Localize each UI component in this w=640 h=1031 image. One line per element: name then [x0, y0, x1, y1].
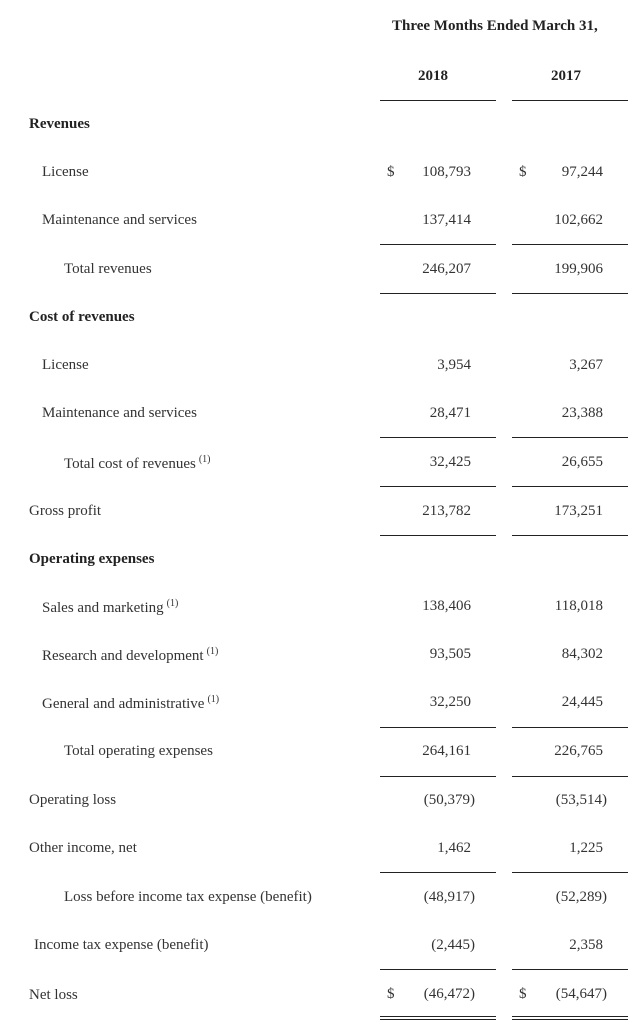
row-revenue-license: License: [42, 164, 89, 180]
value-2017: 97,244: [561, 164, 603, 180]
column-header-2017: 2017: [551, 68, 581, 84]
value-2017: 23,388: [561, 405, 603, 421]
footnote-marker: (1): [198, 454, 211, 465]
row-loss-before-tax: Loss before income tax expense (benefit): [64, 889, 312, 905]
value-2018: 93,505: [429, 646, 471, 662]
row-research-development: [42, 646, 218, 665]
value-2018: 264,161: [422, 743, 471, 759]
value-2018: 137,414: [422, 212, 471, 228]
row-label-text: Research and development: [42, 648, 204, 664]
value-2017: (53,514): [555, 792, 607, 808]
currency-symbol: $: [519, 986, 527, 1002]
currency-symbol: $: [387, 164, 395, 180]
value-2018: (2,445): [431, 937, 475, 953]
section-operating-expenses: Operating expenses: [29, 551, 155, 567]
value-2018: 213,782: [422, 503, 471, 519]
row-income-tax: Income tax expense (benefit): [34, 937, 209, 953]
value-2017: 118,018: [554, 598, 603, 614]
value-2018: 138,406: [422, 598, 471, 614]
value-2018: (50,379): [423, 792, 475, 808]
period-header: Three Months Ended March 31,: [392, 18, 598, 34]
row-total-operating-expenses: Total operating expenses: [64, 743, 213, 759]
row-cost-license: License: [42, 357, 89, 373]
value-2017: 26,655: [561, 454, 603, 470]
row-general-administrative: [42, 694, 219, 713]
value-2017: 2,358: [569, 937, 603, 953]
column-rule-2017: [512, 100, 628, 101]
value-2018: 3,954: [437, 357, 471, 373]
section-cost-of-revenues: Cost of revenues: [29, 309, 135, 325]
footnote-marker: (1): [206, 646, 219, 657]
value-2017: 3,267: [569, 357, 603, 373]
value-2017: (54,647): [555, 986, 607, 1002]
value-2017: 24,445: [561, 694, 603, 710]
row-net-loss: Net loss: [29, 987, 78, 1003]
row-other-income: Other income, net: [29, 840, 137, 856]
row-gross-profit: Gross profit: [29, 503, 102, 519]
row-label-text: Total cost of revenues: [64, 456, 196, 472]
value-2017: 1,225: [569, 840, 603, 856]
row-sales-marketing: [42, 598, 178, 617]
double-rule: [512, 1016, 628, 1020]
value-2018: (48,917): [423, 889, 475, 905]
row-total-cost-of-revenues: [64, 454, 211, 473]
footnote-marker: (1): [207, 694, 220, 705]
value-2018: 1,462: [437, 840, 471, 856]
value-2017: 173,251: [554, 503, 603, 519]
value-2018: 246,207: [422, 261, 471, 277]
column-rule-2018: [380, 100, 496, 101]
currency-symbol: $: [387, 986, 395, 1002]
value-2017: (52,289): [555, 889, 607, 905]
value-2017: 226,765: [554, 743, 603, 759]
value-2017: 102,662: [554, 212, 603, 228]
section-revenues: Revenues: [29, 116, 90, 132]
value-2018: 32,250: [429, 694, 471, 710]
footnote-marker: (1): [166, 598, 179, 609]
value-2018: 32,425: [429, 454, 471, 470]
value-2017: 84,302: [561, 646, 603, 662]
value-2017: 199,906: [554, 261, 603, 277]
row-label-text: General and administrative: [42, 696, 205, 712]
double-rule: [380, 1016, 496, 1020]
currency-symbol: $: [519, 164, 527, 180]
row-revenue-maintenance: Maintenance and services: [42, 212, 197, 228]
row-label-text: Sales and marketing: [42, 600, 164, 616]
row-total-revenues: Total revenues: [64, 261, 152, 277]
value-2018: 28,471: [429, 405, 471, 421]
value-2018: (46,472): [423, 986, 475, 1002]
column-header-2018: 2018: [418, 68, 448, 84]
row-cost-maintenance: Maintenance and services: [42, 405, 197, 421]
value-2018: 108,793: [422, 164, 471, 180]
row-operating-loss: Operating loss: [29, 792, 117, 808]
